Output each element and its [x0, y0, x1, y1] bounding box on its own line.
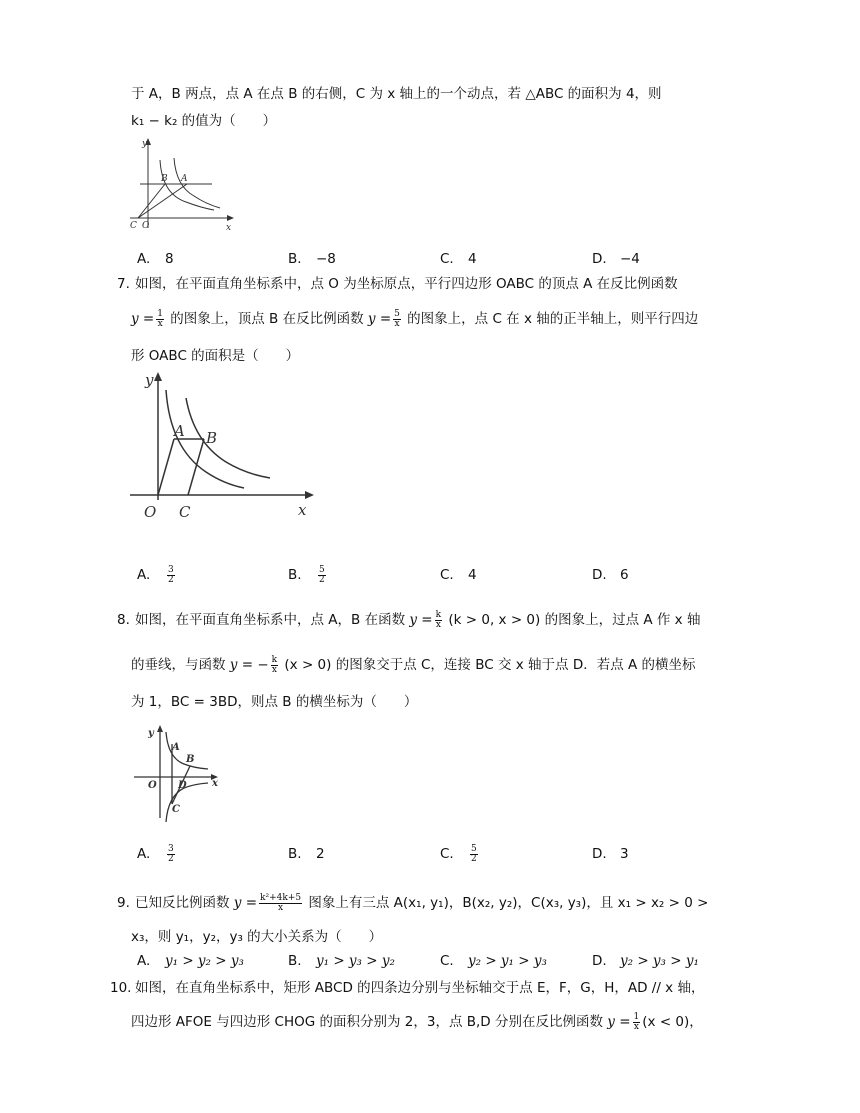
q7-text-line-3: 形 OABC 的面积是（ ）: [131, 348, 300, 364]
q7-text-line-1: 如图，在平面直角坐标系中，点 O 为坐标原点，平行四边形 OABC 的顶点 A 在反比例函数: [135, 276, 678, 292]
q10-number: 10.: [110, 980, 132, 996]
q9-option-a[interactable]: A. y₁ > y₂ > y₃: [137, 953, 244, 969]
q8-label-x: x: [212, 778, 218, 789]
q7-option-d[interactable]: D. 6: [592, 567, 629, 583]
q10-frac-1-over-x: $\frac{1}{x}$: [633, 1011, 640, 1032]
q10-text-line-2: 四边形 AFOE 与四边形 CHOG 的面积分别为 2，3，点 B,D 分别在反比例函数 y = $\frac{1}{x}$ (x < 0)，: [131, 1011, 703, 1032]
q7-frac-5-over-x: $\frac{5}{x}$: [394, 308, 400, 329]
q7-figure: [126, 368, 326, 523]
q8-label-c: C: [172, 804, 180, 815]
q8-option-d[interactable]: D. 3: [592, 846, 629, 862]
q6-label-o: O: [142, 221, 150, 231]
q8-text-line-1: 如图，在平面直角坐标系中，点 A，B 在函数 y = $\frac{k}{x}$ (k > 0, x > 0) 的图象上，过点 A 作 x 轴: [135, 609, 701, 630]
q7-option-b[interactable]: B. $\frac{5}{2}$: [288, 564, 325, 585]
q9-option-b[interactable]: B. y₁ > y₃ > y₂: [288, 953, 395, 969]
q7-label-o: O: [144, 503, 157, 521]
q8-label-o: O: [148, 780, 157, 791]
q9-number: 9.: [117, 895, 130, 911]
q6-label-b: B: [161, 174, 168, 184]
q7-side-bc: [188, 439, 204, 495]
q6-segment-ca: [138, 184, 187, 218]
q7-text-line-2: y = $\frac{1}{x}$ 的图象上，顶点 B 在反比例函数 y = $\frac{5}{x}$ 的图象上，点 C 在 x 轴的正半轴上，则平行四边: [131, 308, 699, 329]
q7-label-x: x: [298, 501, 307, 519]
q7-label-a: A: [174, 422, 185, 440]
q7-label-b: B: [206, 429, 218, 447]
q9-option-c[interactable]: C. y₂ > y₁ > y₃: [440, 953, 547, 969]
q8-label-y: y: [148, 728, 154, 739]
q6-segment-cb: [138, 184, 165, 218]
q8-label-d: D: [178, 780, 187, 791]
q7-option-a[interactable]: A. $\frac{3}{2}$: [137, 564, 174, 585]
q9-option-d[interactable]: D. y₂ > y₃ > y₁: [592, 953, 699, 969]
q6-option-a[interactable]: A. 8: [137, 251, 174, 267]
q8-figure: [128, 722, 228, 822]
q6-x-arrow: [227, 215, 234, 221]
q8-y-arrow: [157, 725, 163, 732]
q7-label-y: y: [145, 371, 154, 389]
q8-option-b[interactable]: B. 2: [288, 846, 325, 862]
q6-label-c: C: [130, 221, 137, 231]
q8-text-line-2: 的垂线，与函数 y = − $\frac{k}{x}$ (x > 0) 的图象交于点 C，连接 BC 交 x 轴于点 D．若点 A 的横坐标: [131, 654, 696, 675]
q7-frac-1-over-x: $\frac{1}{x}$: [157, 308, 163, 329]
q10-text-line-1: 如图，在直角坐标系中，矩形 ABCD 的四条边分别与坐标轴交于点 E，F，G，H，AD // x 轴，: [135, 980, 705, 996]
q8-text-line-3: 为 1，BC = 3BD，则点 B 的横坐标为（ ）: [131, 694, 418, 710]
q7-side-oa: [158, 439, 174, 495]
q8-label-a: A: [172, 742, 180, 753]
q8-frac-k-over-x: $\frac{k}{x}$: [435, 609, 442, 630]
q9-frac-k2-over-x: $\frac{\text{k²+4k+5}}{x}$: [260, 892, 302, 913]
q7-option-c[interactable]: C. 4: [440, 567, 477, 583]
q6-option-b[interactable]: B. −8: [288, 251, 336, 267]
q8-option-c[interactable]: C. $\frac{5}{2}$: [440, 843, 477, 864]
q6-text-line-1: 于 A，B 两点，点 A 在点 B 的右侧，C 为 x 轴上的一个动点，若 △ABC 的面积为 4，则: [131, 86, 662, 102]
q7-label-c: C: [179, 503, 191, 521]
q8-option-a[interactable]: A. $\frac{3}{2}$: [137, 843, 174, 864]
q6-option-c[interactable]: C. 4: [440, 251, 477, 267]
q6-label-y: y: [142, 139, 148, 149]
q7-x-arrow: [305, 491, 314, 499]
q7-y-arrow: [154, 372, 162, 381]
q8-number: 8.: [117, 612, 130, 628]
q9-text-line-2: x₃，则 y₁，y₂，y₃ 的大小关系为（ ）: [131, 929, 383, 945]
q8-label-b: B: [186, 754, 195, 765]
q7-number: 7.: [117, 276, 130, 292]
q6-label-a: A: [181, 174, 188, 184]
q6-text-line-2: k₁ − k₂ 的值为（ ）: [131, 113, 277, 129]
q6-figure: [126, 136, 238, 236]
q8-frac-neg-k-over-x: $\frac{k}{x}$: [271, 654, 278, 675]
q6-label-x: x: [226, 223, 232, 233]
q6-option-d[interactable]: D. −4: [592, 251, 640, 267]
q9-text-line-1: 已知反比例函数 y = $\frac{\text{k²+4k+5}}{x}$ 图象上有三点 A(x₁, y₁)，B(x₂, y₂)，C(x₃, y₃)，且 x₁ > x₂ > 0 >: [135, 892, 709, 913]
